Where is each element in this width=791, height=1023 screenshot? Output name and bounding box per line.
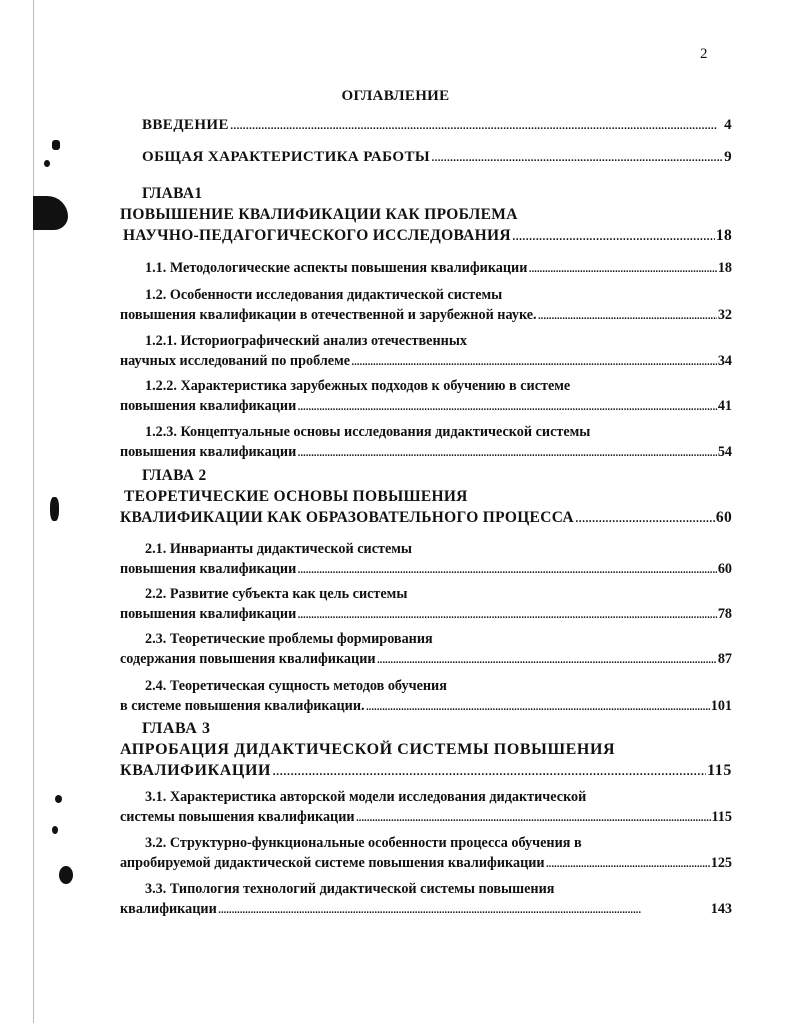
toc-page-number: 18	[717, 260, 732, 276]
toc-entry: 1.2.3. Концептуальные основы исследования дидактической системы повышения квалификации . . . 54	[120, 422, 732, 462]
scan-margin-line	[33, 0, 34, 1023]
toc-chapter: ГЛАВА1 ПОВЫШЕНИЕ КВАЛИФИКАЦИИ КАК ПРОБЛЕМА НАУЧНО-ПЕДАГОГИЧЕСКОГО ИССЛЕДОВАНИЯ . . . 18	[120, 183, 732, 246]
toc-entry: 1.1. Методологические аспекты повышения квалификации . . . 18	[145, 259, 732, 278]
scan-mark	[50, 497, 59, 521]
toc-entry: 2.2. Развитие субъекта как цель системы повышения квалификации . . . 78	[120, 584, 732, 624]
toc-entry: 3.2. Структурно-функциональные особенности процесса обучения в апробируемой дидактической системе повышения квалификации . . . 125	[120, 833, 732, 873]
toc-page-number: 60	[715, 509, 732, 526]
toc-entry: 1.2.1. Историографический анализ отечественных научных исследований по проблеме . . . 34	[120, 331, 732, 371]
toc-entry: 2.1. Инварианты дидактической системы повышения квалификации . . . 60	[120, 539, 732, 579]
scan-mark	[44, 160, 50, 167]
toc-page-number: 34	[717, 353, 732, 369]
toc-entry: 1.2.2. Характеристика зарубежных подходов к обучению в системе повышения квалификации . . . 41	[120, 376, 732, 416]
toc-page-number: 87	[717, 651, 732, 667]
toc-chapter: ГЛАВА 3 АПРОБАЦИЯ ДИДАКТИЧЕСКОЙ СИСТЕМЫ ПОВЫШЕНИЯ КВАЛИФИКАЦИИ . . . 115	[120, 718, 732, 781]
toc-chapter: ГЛАВА 2 ТЕОРЕТИЧЕСКИЕ ОСНОВЫ ПОВЫШЕНИЯ КВАЛИФИКАЦИИ КАК ОБРАЗОВАТЕЛЬНОГО ПРОЦЕССА . . . 60	[120, 465, 732, 528]
toc-entry: ВВЕДЕНИЕ . . . 4	[142, 116, 732, 135]
toc-page-number: 143	[710, 901, 732, 917]
toc-page-number: 9	[724, 149, 732, 165]
toc-page-number: 101	[710, 698, 732, 714]
toc-page-number: 32	[717, 307, 732, 323]
toc-page-number: 115	[711, 809, 732, 825]
toc-entry: 2.4. Теоретическая сущность методов обучения в системе повышения квалификации. . . . 101	[120, 676, 732, 716]
toc-page-number: 54	[717, 444, 732, 460]
page-number: 2	[700, 46, 708, 62]
toc-entry: 1.2. Особенности исследования дидактической системы повышения квалификации в отечественной и зарубежной науке. . . . 32	[120, 285, 732, 325]
scan-mark	[55, 795, 62, 803]
toc-page-number: 4	[724, 117, 732, 133]
scan-mark	[59, 866, 73, 884]
toc-page-number: 115	[707, 762, 732, 779]
toc-entry: 3.3. Типология технологий дидактической системы повышения квалификации . . . 143	[120, 879, 732, 919]
toc-entry: ОБЩАЯ ХАРАКТЕРИСТИКА РАБОТЫ . . . 9	[142, 148, 732, 167]
scan-mark	[52, 140, 60, 150]
scan-mark	[33, 196, 68, 230]
toc-title: ОГЛАВЛЕНИЕ	[341, 88, 450, 104]
toc-page-number: 60	[717, 561, 732, 577]
toc-page-number: 125	[710, 855, 732, 871]
toc-page-number: 41	[717, 398, 732, 414]
toc-page-number: 18	[715, 227, 732, 244]
scan-mark	[52, 826, 58, 834]
toc-entry: 2.3. Теоретические проблемы формирования содержания повышения квалификации . . . 87	[120, 629, 732, 669]
toc-entry: 3.1. Характеристика авторской модели исследования дидактической системы повышения квалификации . . . 115	[120, 787, 732, 827]
toc-page-number: 78	[717, 606, 732, 622]
